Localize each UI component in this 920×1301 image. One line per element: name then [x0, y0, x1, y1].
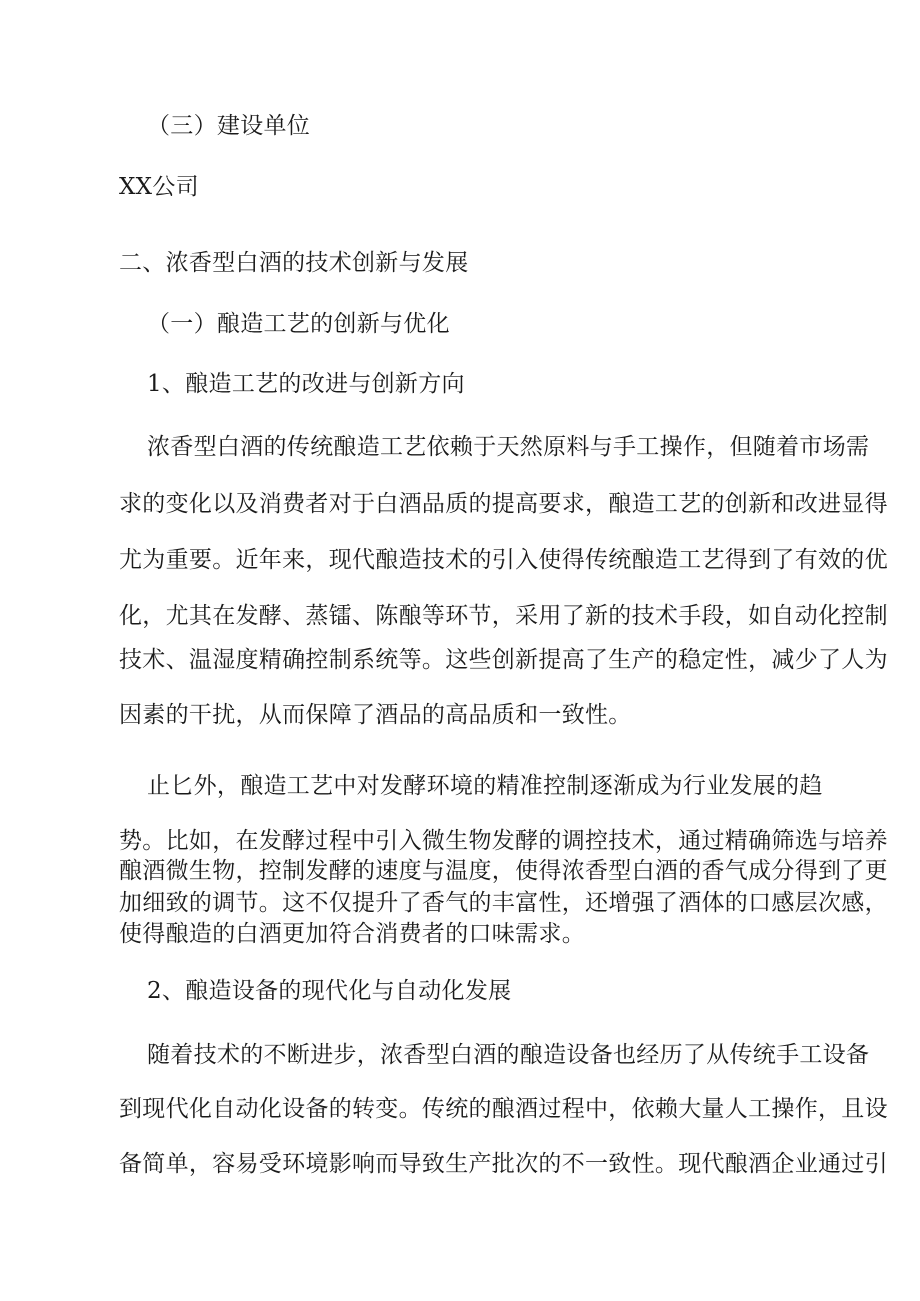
- sub-heading: （一）酿造工艺的创新与优化: [147, 311, 450, 337]
- para1-line: 浓香型白酒的传统酿造工艺依赖于天然原料与手工操作，但随着市场需: [147, 434, 870, 460]
- chapter-heading: 二、浓香型白酒的技术创新与发展: [119, 250, 469, 276]
- para1-line: 求的变化以及消费者对于白酒品质的提高要求，酿造工艺的创新和改进显得: [119, 491, 888, 517]
- para1-line: 因素的干扰，从而保障了酒品的高品质和一致性。: [119, 702, 632, 728]
- para2-line: 加细致的调节。这不仅提升了香气的丰富性，还增强了酒体的口感层次感，: [119, 890, 888, 916]
- section-heading: （三）建设单位: [147, 113, 311, 139]
- para3-line: 备简单，容易受环境影响而导致生产批次的不一致性。现代酿酒企业通过引: [119, 1151, 888, 1177]
- item-heading-2: 2、酿造设备的现代化与自动化发展: [147, 978, 512, 1004]
- para2-line: 势。比如，在发酵过程中引入微生物发酵的调控技术，通过精确筛选与培养: [119, 828, 888, 854]
- item-heading-1: 1、酿造工艺的改进与创新方向: [147, 371, 465, 397]
- para1-line: 技术、温湿度精确控制系统等。这些创新提高了生产的稳定性，减少了人为: [119, 647, 888, 673]
- para3-line: 到现代化自动化设备的转变。传统的酿酒过程中，依赖大量人工操作，且设: [119, 1096, 888, 1122]
- para2-line: 止匕外，酿造工艺中对发酵环境的精准控制逐渐成为行业发展的趋: [147, 773, 823, 799]
- para2-line: 使得酿造的白酒更加符合消费者的口味需求。: [119, 921, 585, 947]
- para1-line: 尤为重要。近年来，现代酿造技术的引入使得传统酿造工艺得到了有效的优: [119, 547, 888, 573]
- para1-line: 化，尤其在发酵、蒸镭、陈酿等环节，采用了新的技术手段，如自动化控制: [119, 603, 888, 629]
- para3-line: 随着技术的不断进步，浓香型白酒的酿造设备也经历了从传统手工设备: [147, 1042, 870, 1068]
- para2-line: 酿酒微生物，控制发酵的速度与温度，使得浓香型白酒的香气成分得到了更: [119, 858, 888, 884]
- company-name: XX公司: [119, 174, 199, 200]
